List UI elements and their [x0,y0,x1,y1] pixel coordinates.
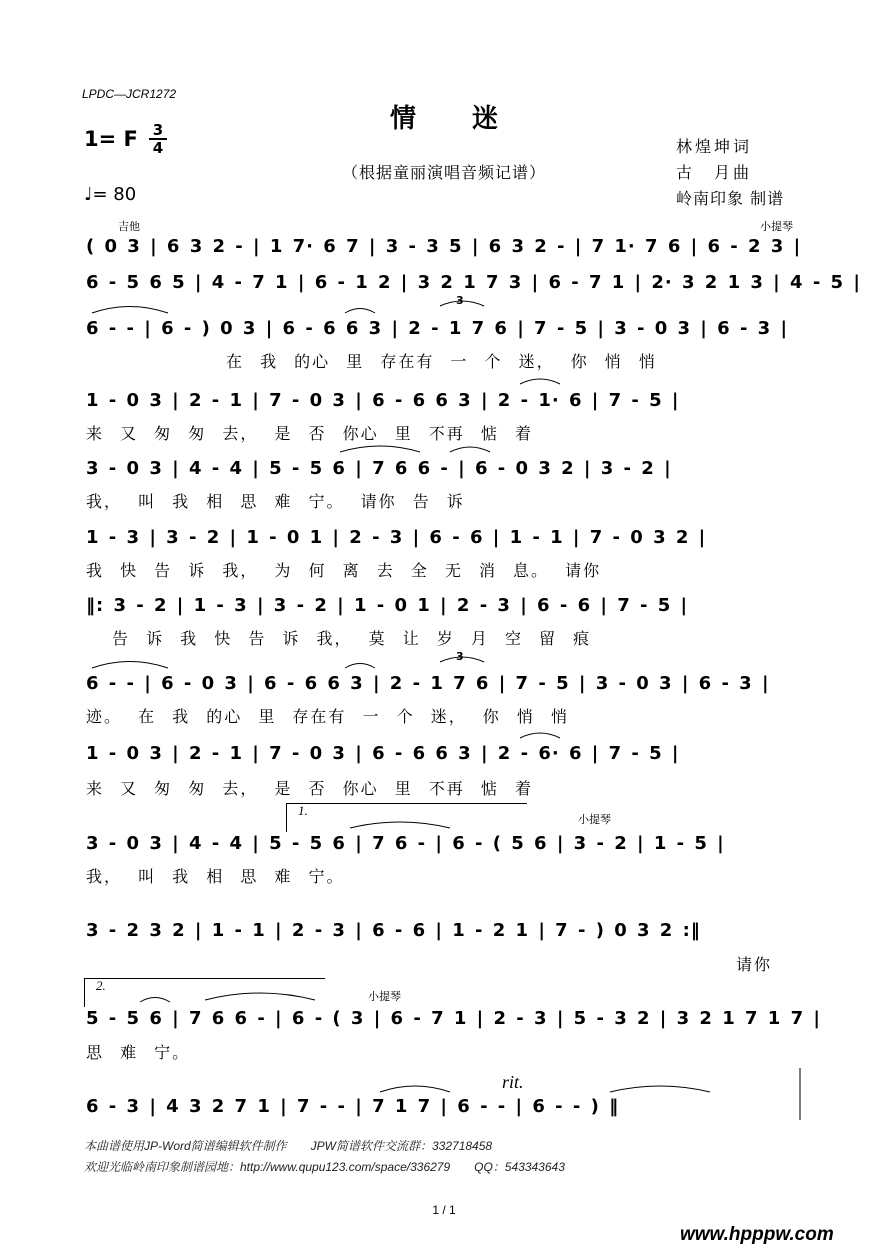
notation-line-10: 3 - 0 3 | 4 - 4 | 5 - 5 6 | 7 6 - | 6 - ( 5 6 | 3 - 2 | 1 - 5 | [86,833,725,854]
footer-website-line: 欢迎光临岭南印象制谱园地：http://www.qupu123.com/space/336279 QQ：543343643 [84,1160,565,1174]
slur-11 [205,993,315,1000]
notation-line-3: 6 - - | 6 - ) 0 3 | 6 - 6 6 3 | 2 - 1 7 6 | 7 - 5 | 3 - 0 3 | 6 - 3 | [86,318,789,339]
arranger-credit: 岭南印象 制谱 [676,189,785,208]
notation-line-11: 3 - 2 3 2 | 1 - 1 | 2 - 3 | 6 - 6 | 1 - 2 1 | 7 - ) 0 3 2 :‖ [86,920,701,941]
composer-credit: 古 月曲 [676,163,753,182]
page-number: 1 / 1 [432,1203,456,1217]
slur-1 [92,307,168,314]
slur-9 [350,822,450,828]
score-code: LPDC—JCR1272 [82,87,177,101]
ritardando-mark: rit. [502,1072,524,1092]
lyrics-line-9: 来 又 匆 匆 去， 是 否 你心 里 不再 惦 着 [86,779,533,798]
lyrics-line-7: 告 诉 我 快 告 诉 我， 莫 让 岁 月 空 留 痕 [112,629,592,648]
lyrics-line-3: 在 我 的心 里 存在有 一 个 迷， 你 悄 悄 [226,352,657,371]
notation-line-1: ( 0 3 | 6 3 2 - | 1 7· 6 7 | 3 - 3 5 | 6 3 2 - | 7 1· 7 6 | 6 - 2 3 | [86,236,802,257]
slur-2 [345,309,375,314]
slur-10 [140,998,170,1003]
lyrics-line-11: 请你 [736,955,773,974]
notation-line-6: 1 - 3 | 3 - 2 | 1 - 0 1 | 2 - 3 | 6 - 6 | 1 - 1 | 7 - 0 3 2 | [86,527,707,548]
triplet-mark-2: 3 [456,650,464,663]
subtitle: （根据童丽演唱音频记谱） [341,163,546,182]
song-title: 情迷 [389,104,554,134]
violin-cue: 小提琴 [760,220,793,233]
notation-line-8: 6 - - | 6 - 0 3 | 6 - 6 6 3 | 2 - 1 7 6 | 7 - 5 | 3 - 0 3 | 6 - 3 | [86,673,770,694]
notation-line-4: 1 - 0 3 | 2 - 1 | 7 - 0 3 | 6 - 6 6 3 | 2 - 1· 6 | 7 - 5 | [86,390,680,411]
volta-2-label: 2. [96,978,106,993]
lyricist-credit: 林煌坤词 [676,137,753,156]
site-watermark: www.hpppw.com [680,1224,834,1245]
triplet-mark-1: 3 [456,294,464,307]
violin-cue-2: 小提琴 [578,813,611,826]
lyrics-line-5: 我， 叫 我 相 思 难 宁。 请你 告 诉 [86,492,465,511]
notation-line-13: 6 - 3 | 4 3 2 7 1 | 7 - - | 7 1 7 | 6 - - | 6 - - ) ‖ [86,1096,620,1117]
notation-line-12: 5 - 5 6 | 7 6 6 - | 6 - ( 3 | 6 - 7 1 | 2 - 3 | 5 - 3 2 | 3 2 1 7 1 7 | [86,1008,821,1029]
slur-3 [520,379,560,384]
slur-7 [345,664,375,669]
slur-13 [610,1086,710,1092]
meter-bottom: 4 [152,139,164,157]
notation-line-9: 1 - 0 3 | 2 - 1 | 7 - 0 3 | 6 - 6 6 3 | 2 - 6· 6 | 7 - 5 | [86,743,680,764]
slur-6 [92,662,168,669]
slur-12 [380,1086,450,1092]
lyrics-line-6: 我 快 告 诉 我， 为 何 离 去 全 无 消 息。 请你 [86,561,602,580]
footer-software-line: 本曲谱使用JP-Word简谱编辑软件制作 JPW简谱软件交流群：332718458 [84,1139,493,1153]
volta-1-label: 1. [298,803,308,818]
lyrics-line-8: 迹。 在 我 的心 里 存在有 一 个 迷， 你 悄 悄 [86,707,569,726]
violin-cue-3: 小提琴 [368,990,401,1003]
slur-8 [520,733,560,738]
lyrics-line-10: 我， 叫 我 相 思 难 宁。 [86,867,345,886]
slur-4 [340,446,420,452]
notation-line-5: 3 - 0 3 | 4 - 4 | 5 - 5 6 | 7 6 6 - | 6 - 0 3 2 | 3 - 2 | [86,458,672,479]
tempo-marking: ♩= 80 [84,184,137,205]
lyrics-line-12: 思 难 宁。 [86,1043,191,1062]
meter-top: 3 [152,121,164,139]
slur-5 [450,447,490,452]
notation-line-2: 6 - 5 6 5 | 4 - 7 1 | 6 - 1 2 | 3 2 1 7 3 | 6 - 7 1 | 2· 3 2 1 3 | 4 - 5 | [86,272,861,293]
lyrics-line-4: 来 又 匆 匆 去， 是 否 你心 里 不再 惦 着 [86,424,533,443]
guitar-cue: 吉他 [118,220,140,233]
key-signature: 1= F [84,127,138,151]
notation-line-7: ‖: 3 - 2 | 1 - 3 | 3 - 2 | 1 - 0 1 | 2 - 3 | 6 - 6 | 7 - 5 | [86,595,689,616]
